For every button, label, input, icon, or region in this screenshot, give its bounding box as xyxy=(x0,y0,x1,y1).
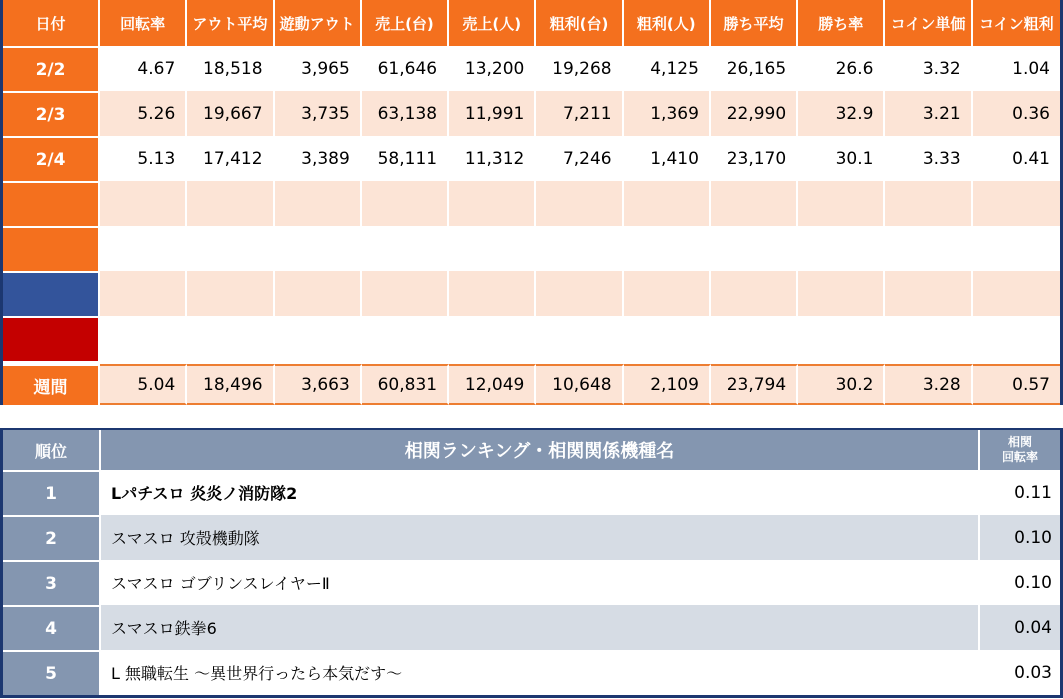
cell-win-rate: 30.1 xyxy=(798,136,885,181)
cell-rotation-rate: 4.67 xyxy=(100,46,187,91)
cell-profit-machine: 10,648 xyxy=(536,364,623,405)
cell-out-average: 17,412 xyxy=(187,136,274,181)
daily-row-2-2 xyxy=(3,46,1060,91)
col-header-sales-machine: 売上(台) xyxy=(362,0,449,46)
col-header-yudo-out: 遊動アウト xyxy=(275,0,362,46)
weekly-label: 週間 xyxy=(3,364,100,405)
machine-name: Lパチスロ 炎炎ノ消防隊2 xyxy=(101,470,978,515)
cell-coin-profit: 0.57 xyxy=(973,364,1060,405)
cell-rotation-rate: 5.04 xyxy=(100,364,187,405)
col-header-profit-person: 粗利(人) xyxy=(624,0,711,46)
correlation-value: 0.11 xyxy=(978,470,1060,515)
rank-column-header: 順位 xyxy=(3,430,101,470)
cell-coin-profit: 0.41 xyxy=(973,136,1060,181)
col-header-out-average: アウト平均 xyxy=(187,0,274,46)
daily-row-2-3 xyxy=(3,91,1060,136)
cell-coin-unit-price: 3.32 xyxy=(885,46,972,91)
cell-yudo-out: 3,735 xyxy=(275,91,362,136)
cell-out-average: 18,496 xyxy=(187,364,274,405)
cell-yudo-out: 3,389 xyxy=(275,136,362,181)
date-label-red xyxy=(3,316,100,361)
correlation-value: 0.10 xyxy=(978,515,1060,560)
rank-number: 4 xyxy=(3,605,101,650)
cell-coin-unit-price: 3.33 xyxy=(885,136,972,181)
cell-sales-person: 12,049 xyxy=(449,364,536,405)
rank-number: 2 xyxy=(3,515,101,560)
daily-row-empty-2 xyxy=(3,226,1060,271)
date-label-empty xyxy=(3,181,100,226)
correlation-value: 0.10 xyxy=(978,560,1060,605)
cell-coin-unit-price: 3.21 xyxy=(885,91,972,136)
cell-sales-person: 11,991 xyxy=(449,91,536,136)
cell-yudo-out: 3,965 xyxy=(275,46,362,91)
daily-row-empty-1 xyxy=(3,181,1060,226)
cell-yudo-out: 3,663 xyxy=(275,364,362,405)
cell-out-average: 19,667 xyxy=(187,91,274,136)
ranking-row-2 xyxy=(3,515,1060,560)
correlation-value: 0.03 xyxy=(978,650,1060,695)
daily-row-empty-red xyxy=(3,316,1060,361)
cell-sales-machine: 60,831 xyxy=(362,364,449,405)
machine-name: L 無職転生 ～異世界行ったら本気だす～ xyxy=(101,650,978,695)
col-header-profit-machine: 粗利(台) xyxy=(536,0,623,46)
cell-win-rate: 30.2 xyxy=(798,364,885,405)
cell-sales-person: 13,200 xyxy=(449,46,536,91)
cell-profit-person: 4,125 xyxy=(624,46,711,91)
cell-win-average: 23,170 xyxy=(711,136,798,181)
correlation-ranking-table xyxy=(0,428,1063,698)
cell-coin-profit: 1.04 xyxy=(973,46,1060,91)
col-header-coin-profit: コイン粗利 xyxy=(973,0,1060,46)
date-label-empty xyxy=(3,226,100,271)
date-label: 2/2 xyxy=(3,46,100,91)
ranking-row-1 xyxy=(3,470,1060,515)
correlation-rate-header xyxy=(978,430,1060,470)
cell-profit-machine: 7,211 xyxy=(536,91,623,136)
cell-profit-machine: 7,246 xyxy=(536,136,623,181)
machine-name: スマスロ 攻殻機動隊 xyxy=(101,515,978,560)
cell-rotation-rate: 5.13 xyxy=(100,136,187,181)
daily-table-header-row xyxy=(3,0,1060,46)
cell-profit-person: 2,109 xyxy=(624,364,711,405)
rank-number: 3 xyxy=(3,560,101,605)
cell-coin-profit: 0.36 xyxy=(973,91,1060,136)
rank-number: 5 xyxy=(3,650,101,695)
cell-profit-person: 1,369 xyxy=(624,91,711,136)
daily-row-empty-blue xyxy=(3,271,1060,316)
correlation-value: 0.04 xyxy=(978,605,1060,650)
cell-sales-machine: 61,646 xyxy=(362,46,449,91)
cell-sales-person: 11,312 xyxy=(449,136,536,181)
cell-profit-person: 1,410 xyxy=(624,136,711,181)
date-label: 2/3 xyxy=(3,91,100,136)
ranking-row-5 xyxy=(3,650,1060,695)
ranking-row-4 xyxy=(3,605,1060,650)
cell-sales-machine: 58,111 xyxy=(362,136,449,181)
cell-coin-unit-price: 3.28 xyxy=(885,364,972,405)
machine-name: スマスロ鉄拳6 xyxy=(101,605,978,650)
rank-number: 1 xyxy=(3,470,101,515)
correlation-rate-header-line1: 相関 xyxy=(1007,435,1032,449)
col-header-rotation-rate: 回転率 xyxy=(100,0,187,46)
cell-out-average: 18,518 xyxy=(187,46,274,91)
machine-name: スマスロ ゴブリンスレイヤーⅡ xyxy=(101,560,978,605)
cell-rotation-rate: 5.26 xyxy=(100,91,187,136)
correlation-rate-header-line2: 回転率 xyxy=(1001,450,1038,464)
cell-win-rate: 32.9 xyxy=(798,91,885,136)
daily-row-2-4 xyxy=(3,136,1060,181)
cell-win-average: 22,990 xyxy=(711,91,798,136)
col-header-sales-person: 売上(人) xyxy=(449,0,536,46)
ranking-title-header: 相関ランキング・相関関係機種名 xyxy=(101,430,978,470)
cell-profit-machine: 19,268 xyxy=(536,46,623,91)
col-header-win-rate: 勝ち率 xyxy=(798,0,885,46)
weekly-summary-row xyxy=(3,364,1060,405)
date-label-blue xyxy=(3,271,100,316)
cell-sales-machine: 63,138 xyxy=(362,91,449,136)
ranking-header-row xyxy=(3,430,1060,470)
col-header-date: 日付 xyxy=(3,0,100,46)
col-header-coin-unit-price: コイン単価 xyxy=(885,0,972,46)
cell-win-average: 26,165 xyxy=(711,46,798,91)
col-header-win-average: 勝ち平均 xyxy=(711,0,798,46)
date-label: 2/4 xyxy=(3,136,100,181)
ranking-row-3 xyxy=(3,560,1060,605)
cell-win-rate: 26.6 xyxy=(798,46,885,91)
cell-win-average: 23,794 xyxy=(711,364,798,405)
